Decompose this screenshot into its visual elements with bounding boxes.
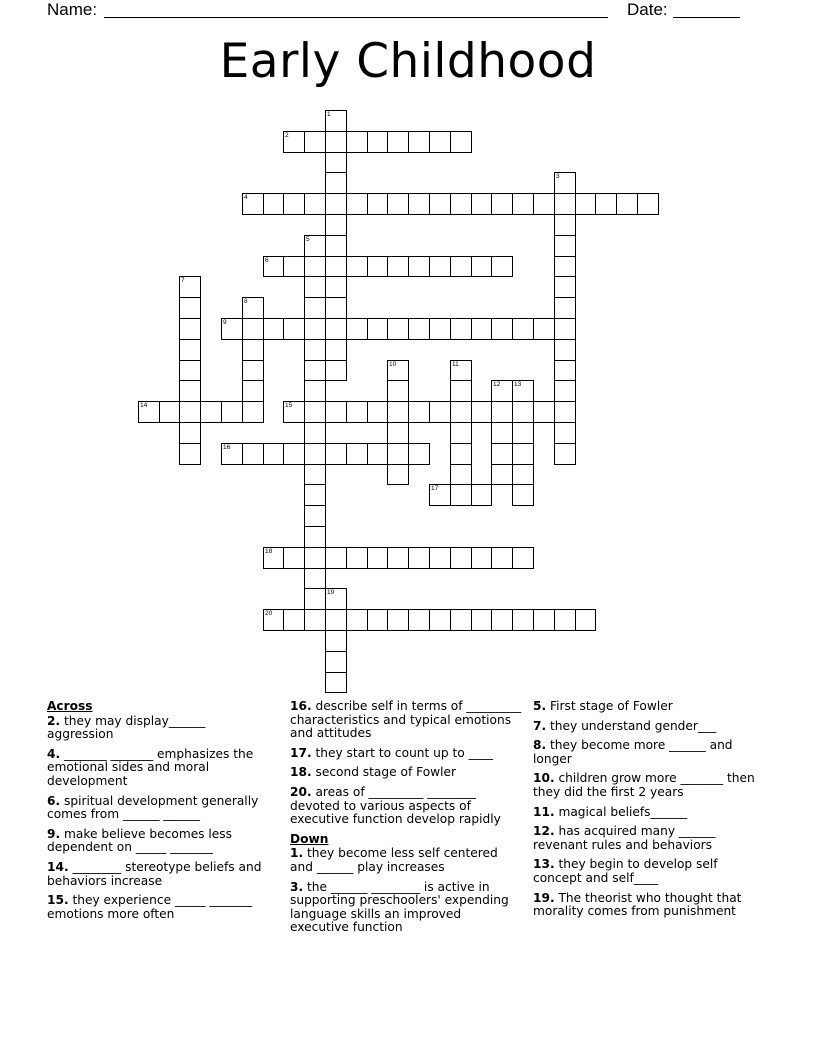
- grid-cell[interactable]: [367, 131, 388, 153]
- grid-cell[interactable]: [304, 588, 326, 610]
- grid-cell[interactable]: [408, 401, 430, 423]
- cell-number: 20: [265, 610, 273, 617]
- grid-cell[interactable]: [221, 401, 243, 423]
- grid-cell[interactable]: [450, 484, 472, 506]
- grid-cell[interactable]: [304, 422, 326, 444]
- grid-cell[interactable]: [554, 256, 576, 277]
- cell-number: 17: [431, 485, 439, 492]
- grid-cell[interactable]: [554, 214, 576, 236]
- grid-cell[interactable]: [346, 609, 368, 631]
- grid-cell[interactable]: [533, 609, 555, 631]
- grid-cell[interactable]: [242, 380, 264, 402]
- cell-number: 19: [327, 589, 335, 596]
- grid-cell[interactable]: [554, 380, 576, 402]
- grid-cell[interactable]: [325, 651, 347, 673]
- grid-cell[interactable]: [263, 193, 284, 215]
- grid-cell[interactable]: [450, 547, 472, 569]
- grid-cell[interactable]: [429, 547, 451, 569]
- grid-cell[interactable]: [179, 443, 201, 465]
- clue-text: they become less self centered and ______ play increases: [290, 846, 498, 874]
- grid-cell[interactable]: [429, 256, 451, 277]
- grid-cell[interactable]: [304, 131, 326, 153]
- clue-item: [533, 806, 755, 820]
- clue-item: [533, 739, 755, 766]
- grid-cell[interactable]: [304, 339, 326, 361]
- grid-cell[interactable]: [512, 401, 534, 423]
- cell-number: 2: [285, 132, 289, 139]
- grid-cell[interactable]: [533, 193, 555, 215]
- grid-cell[interactable]: [575, 193, 596, 215]
- grid-cell[interactable]: [304, 360, 326, 381]
- grid-cell[interactable]: [325, 276, 347, 298]
- grid-cell[interactable]: [429, 131, 451, 153]
- grid-cell[interactable]: [491, 193, 513, 215]
- grid-cell[interactable]: [325, 609, 347, 631]
- grid-cell[interactable]: [491, 318, 513, 340]
- grid-cell[interactable]: [512, 484, 534, 506]
- grid-cell[interactable]: [304, 609, 326, 631]
- clue-number: 1.: [290, 846, 304, 861]
- grid-cell[interactable]: [346, 547, 368, 569]
- grid-cell[interactable]: [283, 443, 305, 465]
- clue-text: the ______ ________ is active in supporting preschoolers' expending language skills an improved executive function: [290, 879, 509, 935]
- grid-cell[interactable]: [554, 276, 576, 298]
- grid-cell[interactable]: [408, 131, 430, 153]
- grid-cell[interactable]: [242, 360, 264, 381]
- grid-cell[interactable]: [242, 318, 264, 340]
- grid-cell[interactable]: [408, 443, 430, 465]
- clue-number: 19.: [533, 890, 555, 905]
- clue-item: [290, 786, 522, 827]
- grid-cell[interactable]: [346, 443, 368, 465]
- grid-cell[interactable]: [367, 547, 388, 569]
- grid-cell[interactable]: [450, 131, 472, 153]
- grid-cell[interactable]: [304, 380, 326, 402]
- grid-cell[interactable]: [491, 547, 513, 569]
- grid-cell[interactable]: [304, 276, 326, 298]
- grid-cell[interactable]: [554, 297, 576, 319]
- grid-cell[interactable]: [283, 318, 305, 340]
- clue-number: 8.: [533, 738, 547, 753]
- cell-number: 11: [452, 361, 459, 368]
- grid-cell[interactable]: [325, 152, 347, 173]
- grid-cell[interactable]: [325, 401, 347, 423]
- clue-item: [290, 881, 522, 935]
- cell-number: 16: [223, 444, 231, 451]
- grid-cell[interactable]: [304, 505, 326, 527]
- grid-cell[interactable]: [179, 339, 201, 361]
- grid-cell[interactable]: [429, 401, 451, 423]
- clue-number: 4.: [47, 746, 61, 761]
- clue-text: describe self in terms of _________ characteristics and typical emotions and attitudes: [290, 699, 522, 741]
- grid-cell[interactable]: [512, 193, 534, 215]
- cell-number: 15: [285, 402, 293, 409]
- clue-text: _______ _______ emphasizes the emotional sides and moral development: [47, 746, 254, 788]
- clue-text: has acquired many ______ revenant rules and behaviors: [533, 824, 716, 852]
- grid-cell[interactable]: [471, 256, 492, 277]
- grid-cell[interactable]: [387, 422, 409, 444]
- grid-cell[interactable]: [450, 318, 472, 340]
- grid-cell[interactable]: [429, 609, 451, 631]
- grid-cell[interactable]: [242, 443, 264, 465]
- grid-cell[interactable]: [471, 484, 492, 506]
- grid-cell[interactable]: [491, 256, 513, 277]
- grid-cell[interactable]: [346, 318, 368, 340]
- grid-cell[interactable]: [367, 443, 388, 465]
- grid-cell[interactable]: [616, 193, 638, 215]
- clue-number: 3.: [290, 879, 304, 894]
- clue-item: [533, 892, 755, 919]
- grid-cell[interactable]: [325, 172, 347, 194]
- grid-cell[interactable]: [408, 547, 430, 569]
- clue-number: 16.: [290, 699, 312, 713]
- cell-number: 4: [244, 194, 248, 201]
- grid-cell[interactable]: [533, 401, 555, 423]
- grid-cell[interactable]: [325, 339, 347, 361]
- clue-item: [47, 861, 272, 888]
- grid-cell[interactable]: [346, 131, 368, 153]
- cell-number: 6: [265, 257, 269, 264]
- clue-text: magical beliefs______: [554, 804, 688, 819]
- clue-number: 13.: [533, 857, 555, 872]
- grid-cell[interactable]: [179, 318, 201, 340]
- grid-cell[interactable]: [512, 443, 534, 465]
- clue-number: 5.: [533, 699, 547, 713]
- grid-cell[interactable]: [179, 380, 201, 402]
- grid-cell[interactable]: [554, 193, 576, 215]
- grid-cell[interactable]: [512, 464, 534, 485]
- grid-cell[interactable]: [471, 609, 492, 631]
- name-label: Name:: [47, 0, 98, 19]
- cell-number: 1: [327, 111, 331, 118]
- grid-cell[interactable]: [304, 256, 326, 277]
- clue-text: they understand gender___: [546, 718, 717, 733]
- clue-item: [47, 828, 272, 855]
- clue-text: areas of _________ ________ devoted to various aspects of executive function develop rapidly: [290, 784, 501, 827]
- grid-cell[interactable]: [450, 464, 472, 485]
- cell-number: 13: [514, 381, 522, 388]
- grid-cell[interactable]: [325, 235, 347, 257]
- clues-column-1: [47, 700, 272, 927]
- clue-item: [533, 772, 755, 799]
- grid-cell[interactable]: [512, 609, 534, 631]
- grid-cell[interactable]: [283, 609, 305, 631]
- grid-cell[interactable]: [304, 443, 326, 465]
- grid-cell[interactable]: [304, 484, 326, 506]
- grid-cell[interactable]: [387, 547, 409, 569]
- grid-cell[interactable]: [304, 318, 326, 340]
- grid-cell[interactable]: [491, 443, 513, 465]
- grid-cell[interactable]: [491, 422, 513, 444]
- grid-cell[interactable]: [325, 630, 347, 652]
- grid-cell[interactable]: [387, 193, 409, 215]
- clue-number: 10.: [533, 771, 555, 786]
- clue-text: make believe becomes less dependent on _____ _______: [47, 826, 232, 855]
- grid-cell[interactable]: [304, 464, 326, 485]
- grid-cell[interactable]: [387, 401, 409, 423]
- grid-cell[interactable]: [554, 339, 576, 361]
- clue-item: [47, 894, 272, 921]
- grid-cell[interactable]: [263, 318, 284, 340]
- grid-cell[interactable]: [450, 422, 472, 444]
- clue-text: they begin to develop self concept and self____: [533, 857, 718, 885]
- grid-cell[interactable]: [304, 297, 326, 319]
- cell-number: 18: [265, 548, 273, 555]
- grid-cell[interactable]: [471, 401, 492, 423]
- cell-number: 10: [389, 361, 397, 368]
- clue-text: ________ stereotype beliefs and behaviors increase: [47, 859, 262, 888]
- grid-cell[interactable]: [575, 609, 596, 631]
- grid-cell[interactable]: [450, 380, 472, 402]
- grid-cell[interactable]: [450, 256, 472, 277]
- grid-cell[interactable]: [595, 193, 617, 215]
- clue-number: 9.: [47, 826, 61, 841]
- cell-number: 3: [556, 173, 560, 180]
- grid-cell[interactable]: [325, 672, 347, 693]
- grid-cell[interactable]: [367, 256, 388, 277]
- grid-cell[interactable]: [471, 193, 492, 215]
- grid-cell[interactable]: [491, 401, 513, 423]
- grid-cell[interactable]: [554, 401, 576, 423]
- grid-cell[interactable]: [179, 422, 201, 444]
- clue-text: they may display______ aggression: [47, 713, 206, 742]
- clue-number: 11.: [533, 804, 555, 819]
- grid-cell[interactable]: [179, 297, 201, 319]
- grid-cell[interactable]: [242, 339, 264, 361]
- grid-cell[interactable]: [283, 193, 305, 215]
- clue-item: [290, 847, 522, 874]
- grid-cell[interactable]: [512, 422, 534, 444]
- grid-cell[interactable]: [263, 443, 284, 465]
- grid-cell[interactable]: [304, 568, 326, 589]
- clue-text: they become more ______ and longer: [533, 738, 733, 766]
- grid-cell[interactable]: [450, 443, 472, 465]
- grid-cell[interactable]: [325, 547, 347, 569]
- grid-cell[interactable]: [387, 131, 409, 153]
- grid-cell[interactable]: [554, 360, 576, 381]
- grid-cell[interactable]: [512, 318, 534, 340]
- grid-cell[interactable]: [387, 609, 409, 631]
- grid-cell[interactable]: [387, 256, 409, 277]
- grid-cell[interactable]: [179, 401, 201, 423]
- grid-cell[interactable]: [408, 609, 430, 631]
- clue-number: 12.: [533, 824, 555, 839]
- clue-item: [533, 720, 755, 734]
- grid-cell[interactable]: [408, 318, 430, 340]
- grid-cell[interactable]: [304, 193, 326, 215]
- clue-text: second stage of Fowler: [311, 765, 457, 780]
- date-label: Date:: [627, 0, 668, 19]
- clue-number: 7.: [533, 718, 547, 733]
- clue-item: [47, 748, 272, 789]
- clue-text: First stage of Fowler: [546, 699, 673, 713]
- grid-cell[interactable]: [325, 193, 347, 215]
- grid-cell[interactable]: [450, 401, 472, 423]
- grid-cell[interactable]: [512, 547, 534, 569]
- grid-cell[interactable]: [471, 318, 492, 340]
- clue-text: The theorist who thought that morality comes from punishment: [533, 890, 742, 919]
- grid-cell[interactable]: [325, 297, 347, 319]
- clue-number: 15.: [47, 893, 69, 908]
- clues-column-3: [533, 700, 755, 925]
- clue-number: 18.: [290, 765, 312, 780]
- grid-cell[interactable]: [387, 380, 409, 402]
- clue-number: 6.: [47, 793, 61, 808]
- clue-text: children grow more _______ then they did the first 2 years: [533, 771, 755, 799]
- clue-number: 17.: [290, 745, 312, 760]
- grid-cell[interactable]: [242, 401, 264, 423]
- grid-cell[interactable]: [283, 547, 305, 569]
- grid-cell[interactable]: [387, 443, 409, 465]
- grid-cell[interactable]: [408, 193, 430, 215]
- grid-cell[interactable]: [325, 131, 347, 153]
- down-heading: Down: [290, 831, 329, 846]
- clue-text: they experience _____ _______ emotions more often: [47, 893, 252, 921]
- grid-cell[interactable]: [304, 547, 326, 569]
- grid-cell[interactable]: [304, 401, 326, 423]
- clue-number: 20.: [290, 784, 312, 799]
- grid-cell[interactable]: [429, 318, 451, 340]
- grid-cell[interactable]: [491, 609, 513, 631]
- grid-cell[interactable]: [491, 464, 513, 485]
- cell-number: 12: [493, 381, 501, 388]
- grid-cell[interactable]: [554, 318, 576, 340]
- grid-cell[interactable]: [325, 318, 347, 340]
- clue-item: [47, 715, 272, 742]
- grid-cell[interactable]: [325, 360, 347, 381]
- grid-cell[interactable]: [346, 401, 368, 423]
- cell-number: 5: [306, 236, 310, 243]
- page-title: Early Childhood: [219, 34, 597, 89]
- grid-cell[interactable]: [325, 443, 347, 465]
- grid-cell[interactable]: [367, 609, 388, 631]
- clue-number: 2.: [47, 713, 61, 728]
- grid-cell[interactable]: [450, 193, 472, 215]
- clue-item: [290, 700, 522, 741]
- cell-number: 14: [140, 402, 148, 409]
- grid-cell[interactable]: [325, 214, 347, 236]
- clue-item: [533, 858, 755, 885]
- clue-item: [47, 795, 272, 822]
- grid-cell[interactable]: [554, 609, 576, 631]
- grid-cell[interactable]: [283, 256, 305, 277]
- grid-cell[interactable]: [304, 526, 326, 548]
- grid-cell[interactable]: [554, 443, 576, 465]
- clue-item: [290, 766, 522, 780]
- grid-cell[interactable]: [450, 609, 472, 631]
- grid-cell[interactable]: [408, 256, 430, 277]
- grid-cell[interactable]: [367, 401, 388, 423]
- clue-text: they start to count up to ____: [311, 745, 494, 760]
- grid-cell[interactable]: [367, 318, 388, 340]
- grid-cell[interactable]: [554, 422, 576, 444]
- clue-item: [290, 747, 522, 761]
- cell-number: 7: [181, 277, 185, 284]
- grid-cell[interactable]: [387, 318, 409, 340]
- clues-column-2: [290, 700, 522, 941]
- grid-cell[interactable]: [346, 256, 368, 277]
- grid-cell[interactable]: [367, 193, 388, 215]
- grid-cell[interactable]: [387, 464, 409, 485]
- across-heading: Across: [47, 699, 93, 713]
- grid-cell[interactable]: [471, 547, 492, 569]
- grid-cell[interactable]: [533, 318, 555, 340]
- clue-number: 14.: [47, 859, 69, 874]
- cell-number: 8: [244, 298, 248, 305]
- cell-number: 9: [223, 319, 227, 326]
- grid-cell[interactable]: [159, 401, 180, 423]
- clue-item: [533, 825, 755, 852]
- grid-cell[interactable]: [346, 193, 368, 215]
- clue-text: spiritual development generally comes from ______ ______: [47, 793, 259, 822]
- grid-cell[interactable]: [637, 193, 659, 215]
- grid-cell[interactable]: [429, 193, 451, 215]
- grid-cell[interactable]: [554, 235, 576, 257]
- grid-cell[interactable]: [179, 360, 201, 381]
- grid-cell[interactable]: [325, 256, 347, 277]
- clue-item: [533, 700, 755, 714]
- grid-cell[interactable]: [200, 401, 222, 423]
